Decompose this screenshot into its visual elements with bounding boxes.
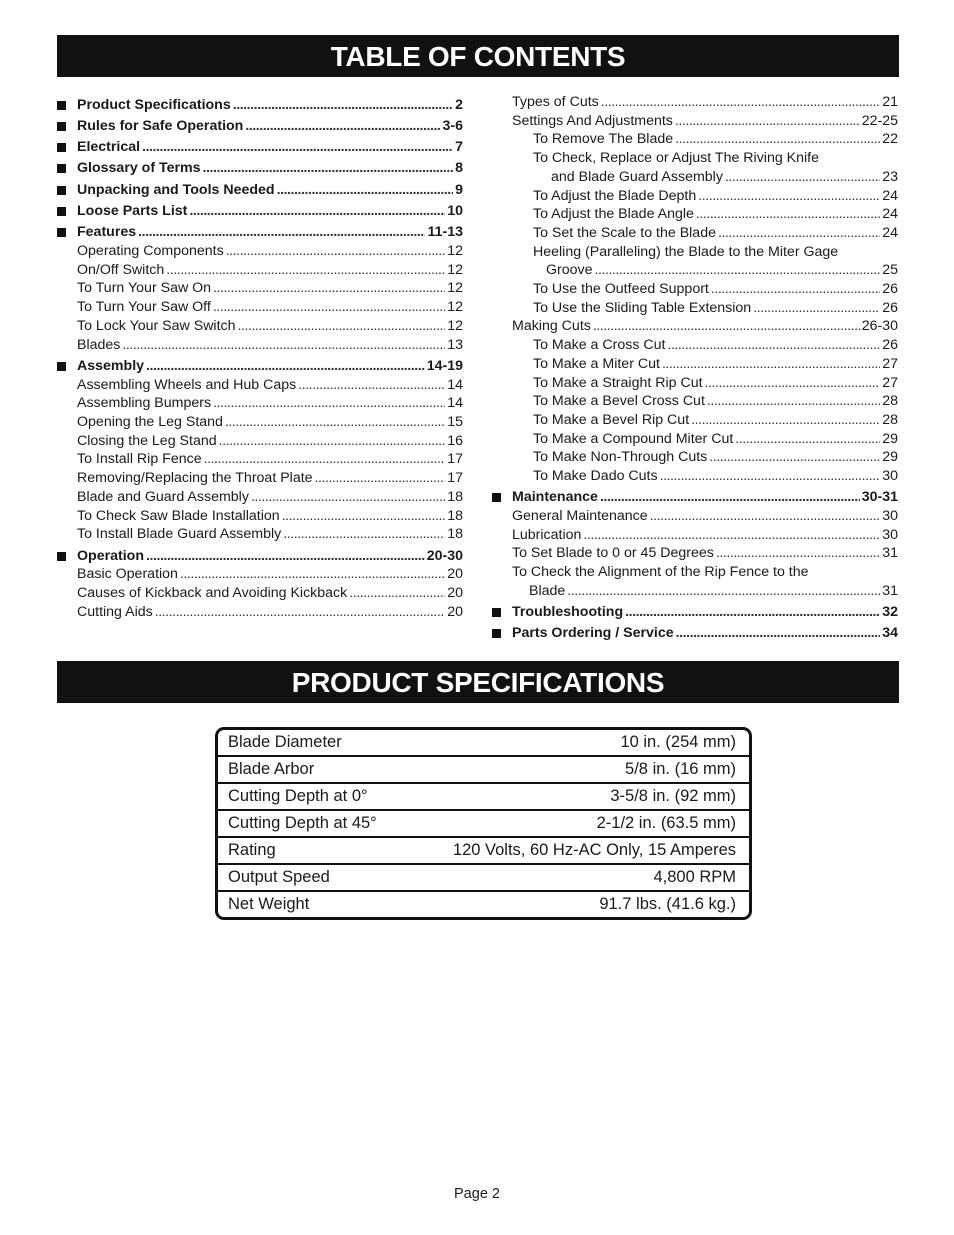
toc-entry-page: 20-30 [426, 547, 463, 564]
dot-leader [225, 413, 445, 432]
toc-entry [57, 117, 463, 136]
toc-right-column [492, 93, 898, 643]
specifications-table [215, 727, 752, 920]
square-bullet-icon [492, 629, 501, 638]
toc-entry-title: Groove [546, 262, 593, 279]
toc-entry-page: 30-31 [861, 489, 898, 506]
toc-entry [57, 202, 463, 221]
dot-leader [349, 584, 445, 603]
toc-entry [492, 224, 898, 243]
toc-entry [57, 261, 463, 280]
toc-entry [57, 584, 463, 603]
toc-entry [492, 205, 898, 224]
toc-entry-page: 18 [447, 488, 463, 505]
toc-entry-page: 12 [447, 261, 463, 278]
square-bullet-icon [57, 362, 66, 371]
page-number: Page 2 [454, 1186, 500, 1202]
toc-entry [492, 448, 898, 467]
square-bullet-icon [57, 122, 66, 131]
toc-entry-page: 29 [882, 430, 898, 447]
toc-entry-page: 20 [447, 584, 463, 601]
square-bullet-icon [492, 608, 501, 617]
toc-entry-page: 24 [882, 187, 898, 204]
spec-label: Blade Arbor [228, 760, 315, 778]
toc-entry-page: 34 [882, 625, 898, 642]
dot-leader [155, 603, 446, 622]
spec-value: 91.7 lbs. (41.6 kg.) [599, 895, 736, 913]
toc-entry [57, 242, 463, 261]
toc-entry-title: Basic Operation [77, 566, 178, 583]
toc-entry-title: To Lock Your Saw Switch [77, 317, 236, 334]
toc-entry-title: To Make a Bevel Rip Cut [533, 411, 690, 428]
toc-entry [57, 507, 463, 526]
toc-entry [492, 130, 898, 149]
toc-entry-title-first-line: To Check, Replace or Adjust The Riving Knife [533, 150, 819, 167]
toc-entry-title: Lubrication [512, 526, 582, 543]
toc-entry-page: 26 [882, 281, 898, 298]
dot-leader [251, 488, 445, 507]
dot-leader [625, 603, 880, 622]
toc-entry-title: Blades [77, 336, 121, 353]
spec-value: 2-1/2 in. (63.5 mm) [596, 814, 736, 832]
toc-entry-page: 12 [447, 243, 463, 260]
toc-entry [492, 336, 898, 355]
toc-entry-title: Maintenance [512, 489, 598, 506]
toc-entry-page: 8 [455, 160, 463, 177]
dot-leader [593, 317, 860, 336]
dot-leader [277, 181, 454, 200]
dot-leader [716, 544, 880, 563]
toc-entry-title-first-line: Heeling (Paralleling) the Blade to the Miter Gage [533, 243, 839, 260]
toc-entry-title: Types of Cuts [512, 94, 599, 110]
dot-leader [600, 488, 860, 507]
square-bullet-icon [57, 101, 66, 110]
dot-leader [675, 112, 860, 131]
dot-leader [283, 525, 445, 544]
dot-leader [650, 507, 881, 526]
toc-entry-page: 23 [882, 168, 898, 185]
toc-entry [57, 432, 463, 451]
spec-row [218, 865, 749, 892]
toc-entry [492, 355, 898, 374]
toc-entry-title: Making Cuts [512, 318, 591, 335]
toc-entry-page: 3-6 [442, 117, 463, 134]
toc-entry [492, 488, 898, 507]
toc-entry-title: Causes of Kickback and Avoiding Kickback [77, 584, 348, 601]
toc-entry-page: 30 [882, 508, 898, 525]
dot-leader [705, 374, 881, 393]
toc-entry [492, 467, 898, 486]
spec-value: 10 in. (254 mm) [620, 733, 736, 751]
dot-leader [219, 432, 446, 451]
toc-entry [57, 525, 463, 544]
toc-entry-page: 15 [447, 414, 463, 430]
toc-entry-page: 20 [447, 603, 463, 620]
toc-entry [57, 376, 463, 395]
toc-entry-page: 22 [882, 131, 898, 148]
toc-entry-page: 21 [882, 94, 898, 110]
square-bullet-icon [57, 164, 66, 173]
toc-entry-page: 20 [447, 566, 463, 583]
spec-label: Cutting Depth at 45° [228, 814, 377, 832]
dot-leader [282, 507, 446, 526]
toc-entry [57, 547, 463, 566]
spec-label: Net Weight [228, 895, 310, 913]
dot-leader [660, 467, 881, 486]
toc-entry-title: Blade [529, 582, 566, 599]
toc-entry-page: 28 [882, 411, 898, 428]
toc-entry [57, 488, 463, 507]
toc-entry-page: 24 [882, 224, 898, 241]
toc-entry-title: Assembling Wheels and Hub Caps [77, 376, 297, 393]
dot-leader [676, 624, 881, 643]
spec-row [218, 811, 749, 838]
dot-leader [213, 298, 445, 317]
toc-entry-page: 12 [447, 280, 463, 297]
dot-leader [735, 430, 880, 449]
square-bullet-icon [492, 493, 501, 502]
dot-leader [146, 357, 425, 376]
toc-entry [492, 544, 898, 563]
dot-leader [718, 224, 880, 243]
dot-leader [725, 168, 880, 187]
toc-entry-title: Cutting Aids [77, 603, 153, 620]
toc-entry-title-first-line: To Check the Alignment of the Rip Fence to the [512, 564, 809, 581]
dot-leader [203, 159, 454, 178]
dot-leader [180, 565, 445, 584]
toc-entry-page: 10 [447, 203, 463, 220]
toc-entry-title: To Use the Outfeed Support [533, 281, 709, 298]
dot-leader [696, 205, 880, 224]
toc-heading: TABLE OF CONTENTS [57, 35, 899, 77]
toc-entry [492, 280, 898, 299]
toc-entry-title: Blade and Guard Assembly [77, 488, 249, 505]
toc-entry-page: 2 [455, 96, 463, 113]
toc-entry-page: 28 [882, 393, 898, 410]
spec-label: Blade Diameter [228, 733, 342, 751]
dot-leader [138, 223, 425, 242]
square-bullet-icon [57, 207, 66, 216]
dot-leader [226, 242, 446, 261]
toc-entry-page: 18 [447, 507, 463, 524]
dot-leader [662, 355, 880, 374]
dot-leader [238, 317, 446, 336]
toc-entry-title: To Set Blade to 0 or 45 Degrees [512, 545, 714, 562]
toc-entry-title: Operation [77, 547, 145, 564]
dot-leader [675, 130, 880, 149]
toc-entry-page: 27 [882, 374, 898, 391]
toc-entry-page: 32 [882, 604, 898, 621]
toc-entry-title: To Set the Scale to the Blade [533, 224, 716, 241]
toc-entry-page: 14-19 [426, 357, 463, 374]
dot-leader [595, 261, 881, 280]
toc-entry-page: 27 [882, 355, 898, 372]
dot-leader [213, 279, 445, 298]
toc-entry-title: Assembly [77, 357, 145, 374]
toc-entry [57, 298, 463, 317]
toc-entry [57, 450, 463, 469]
spec-value: 3-5/8 in. (92 mm) [610, 787, 736, 805]
toc-entry [57, 469, 463, 488]
dot-leader [166, 261, 445, 280]
toc-entry-title: To Make a Compound Miter Cut [533, 430, 734, 447]
toc-entry-title: Removing/Replacing the Throat Plate [77, 470, 313, 487]
spec-value: 4,800 RPM [653, 868, 736, 886]
toc-entry [57, 565, 463, 584]
toc-entry-page: 31 [882, 582, 898, 599]
spec-row [218, 757, 749, 784]
dot-leader [142, 138, 453, 157]
dot-leader [583, 526, 880, 545]
square-bullet-icon [57, 143, 66, 152]
toc-entry-title: Operating Components [77, 243, 224, 260]
toc-entry-title: Opening the Leg Stand [77, 414, 223, 430]
toc-entry-page: 18 [447, 526, 463, 543]
spec-label: Rating [228, 841, 276, 859]
dot-leader [245, 117, 440, 136]
square-bullet-icon [57, 228, 66, 237]
dot-leader [189, 202, 445, 221]
dot-leader [122, 336, 445, 355]
dot-leader [315, 469, 446, 488]
spec-value: 120 Volts, 60 Hz-AC Only, 15 Amperes [452, 841, 736, 859]
toc-entry [492, 374, 898, 393]
toc-entry-title: To Make a Cross Cut [533, 337, 666, 354]
toc-entry-title: Troubleshooting [512, 604, 624, 621]
toc-entry-title: To Install Blade Guard Assembly [77, 526, 282, 543]
toc-entry [492, 430, 898, 449]
toc-entry-title: To Turn Your Saw On [77, 280, 212, 297]
toc-entry [492, 563, 898, 600]
spec-label: Output Speed [228, 868, 330, 886]
toc-entry-page: 14 [447, 376, 463, 393]
toc-entry [492, 112, 898, 131]
spec-row [218, 892, 749, 917]
toc-entry [57, 357, 463, 376]
toc-entry [492, 317, 898, 336]
toc-entry-page: 17 [447, 451, 463, 468]
dot-leader [667, 336, 880, 355]
toc-entry-title: To Adjust the Blade Angle [533, 206, 694, 223]
specifications-heading: PRODUCT SPECIFICATIONS [57, 661, 899, 703]
toc-entry-page: 25 [882, 262, 898, 279]
toc-entry [492, 507, 898, 526]
toc-entry-title: To Install Rip Fence [77, 451, 202, 468]
toc-entry [57, 413, 463, 432]
toc-entry-title: To Turn Your Saw Off [77, 299, 211, 316]
toc-entry [57, 279, 463, 298]
toc-entry [492, 149, 898, 186]
toc-entry-title: Loose Parts List [77, 203, 188, 220]
toc-entry-page: 24 [882, 206, 898, 223]
toc-entry-title: Unpacking and Tools Needed [77, 181, 275, 198]
dot-leader [698, 187, 880, 206]
dot-leader [601, 93, 880, 112]
toc-entry [57, 394, 463, 413]
spec-row [218, 730, 749, 757]
toc-entry [492, 93, 898, 112]
toc-entry [492, 392, 898, 411]
toc-entry [57, 96, 463, 115]
square-bullet-icon [57, 186, 66, 195]
toc-entry-page: 13 [447, 336, 463, 353]
toc-entry-page: 26-30 [861, 318, 898, 335]
toc-entry-title: To Make Non-Through Cuts [533, 449, 708, 466]
dot-leader [298, 376, 445, 395]
toc-entry-page: 7 [455, 139, 463, 156]
dot-leader [204, 450, 446, 469]
toc-entry-page: 12 [447, 317, 463, 334]
spec-row [218, 784, 749, 811]
toc-entry [57, 223, 463, 242]
toc-entry-page: 22-25 [861, 112, 898, 129]
toc-entry-title: To Make a Straight Rip Cut [533, 374, 703, 391]
toc-entry-page: 12 [447, 299, 463, 316]
dot-leader [691, 411, 880, 430]
toc-left-column [57, 93, 463, 621]
toc-entry-title: Settings And Adjustments [512, 112, 673, 129]
toc-entry [57, 138, 463, 157]
toc-entry [492, 187, 898, 206]
toc-entry-title: Closing the Leg Stand [77, 432, 217, 449]
toc-entry-page: 14 [447, 395, 463, 412]
toc-entry-page: 29 [882, 449, 898, 466]
toc-entry-page: 9 [455, 181, 463, 198]
dot-leader [709, 448, 880, 467]
square-bullet-icon [57, 552, 66, 561]
toc-entry-title: Electrical [77, 139, 141, 156]
toc-entry-title: To Remove The Blade [533, 131, 674, 148]
toc-entry-title: Parts Ordering / Service [512, 625, 674, 642]
dot-leader [707, 392, 880, 411]
spec-label: Cutting Depth at 0° [228, 787, 368, 805]
toc-entry [492, 243, 898, 280]
toc-entry-title: Rules for Safe Operation [77, 117, 244, 134]
toc-entry [492, 624, 898, 643]
spec-row [218, 838, 749, 865]
toc-entry-title: Product Specifications [77, 96, 231, 113]
dot-leader [213, 394, 445, 413]
dot-leader [711, 280, 880, 299]
toc-entry-page: 11-13 [427, 224, 463, 241]
toc-entry-page: 26 [882, 299, 898, 316]
toc-entry-title: To Check Saw Blade Installation [77, 507, 280, 524]
toc-entry-page: 30 [882, 526, 898, 543]
dot-leader [753, 299, 880, 318]
toc-entry [57, 317, 463, 336]
toc-entry-page: 31 [882, 545, 898, 562]
toc-entry [492, 299, 898, 318]
toc-entry-page: 26 [882, 337, 898, 354]
toc-entry-page: 16 [447, 432, 463, 449]
toc-entry [492, 603, 898, 622]
toc-entry-page: 17 [447, 470, 463, 487]
toc-entry [57, 336, 463, 355]
toc-entry-title: To Make a Bevel Cross Cut [533, 393, 705, 410]
toc-entry-title: To Use the Sliding Table Extension [533, 299, 752, 316]
toc-entry-title: Assembling Bumpers [77, 395, 212, 412]
toc-entry-title: General Maintenance [512, 508, 648, 525]
toc-entry [57, 603, 463, 622]
toc-entry [492, 411, 898, 430]
dot-leader [233, 96, 453, 115]
toc-entry-title: and Blade Guard Assembly [551, 168, 723, 185]
toc-entry [57, 159, 463, 178]
toc-entry-title: To Adjust the Blade Depth [533, 187, 697, 204]
toc-entry-title: On/Off Switch [77, 261, 165, 278]
toc-entry [57, 181, 463, 200]
dot-leader [146, 547, 425, 566]
toc-entry-page: 30 [882, 468, 898, 485]
toc-entry-title: Features [77, 224, 137, 241]
toc-entry-title: To Make Dado Cuts [533, 468, 658, 485]
spec-value: 5/8 in. (16 mm) [625, 760, 736, 778]
dot-leader [567, 582, 880, 601]
toc-entry-title: To Make a Miter Cut [533, 355, 660, 372]
toc-entry-title: Glossary of Terms [77, 160, 201, 177]
toc-entry [492, 526, 898, 545]
